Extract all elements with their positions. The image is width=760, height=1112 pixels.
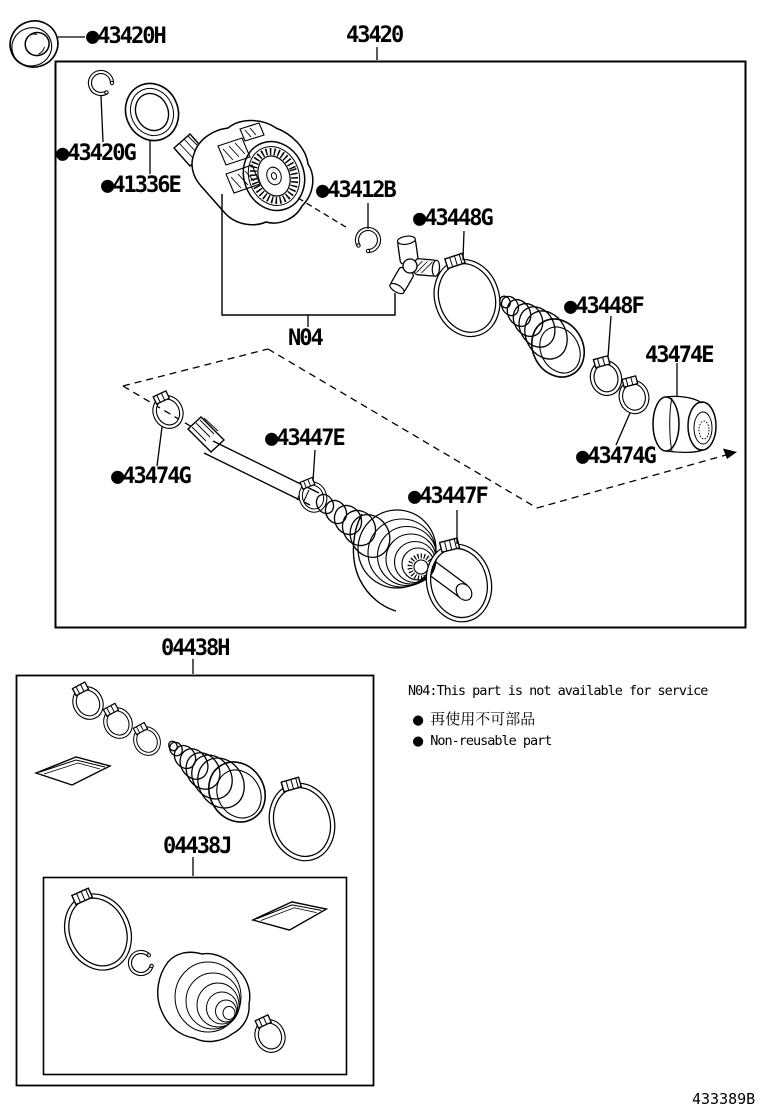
part-label-41336E[interactable]: ●41336E xyxy=(101,173,180,198)
part-label-43448G[interactable]: ●43448G xyxy=(413,206,492,231)
leader-43474G-right xyxy=(616,413,630,445)
leader-43474G-left xyxy=(157,427,162,466)
shaft-clamp-43474G-left-drawing xyxy=(148,388,186,431)
note-non-reusable-en-text: Non-reusable part xyxy=(430,733,552,749)
note-non-reusable-en xyxy=(413,732,551,750)
figure-code: 433389B xyxy=(692,1090,756,1108)
inboard-joint-drawing xyxy=(174,121,314,225)
snap-ring-43420G-drawing xyxy=(86,68,116,98)
leader-43448F xyxy=(608,316,611,357)
part-label-04438J[interactable]: 04438J xyxy=(163,834,231,859)
kit-04438J-contents xyxy=(53,880,328,1055)
part-label-04438H[interactable]: 04438H xyxy=(161,636,229,661)
part-label-43474E[interactable]: 43474E xyxy=(645,343,713,368)
part-label-43474G-left[interactable]: ●43474G xyxy=(111,464,190,489)
part-label-43447E[interactable]: ●43447E xyxy=(265,426,344,451)
dashed-arrowhead xyxy=(723,449,737,460)
assembly-box-43420 xyxy=(56,62,746,628)
part-label-43420G[interactable]: ●43420G xyxy=(56,141,135,166)
damper-43474E-drawing xyxy=(653,396,716,452)
leader-43420G xyxy=(101,96,103,142)
part-label-43447F[interactable]: ●43447F xyxy=(408,484,487,509)
snap-ring-43412B-drawing xyxy=(353,225,383,255)
leader-43448G xyxy=(463,231,464,260)
boot-clamp-43447F-drawing xyxy=(419,533,497,626)
boot-clamp-43448F-drawing xyxy=(587,354,623,397)
part-label-43420[interactable]: 43420 xyxy=(346,23,403,48)
seal-ring-41336E-drawing xyxy=(116,75,187,149)
part-label-43474G-right[interactable]: ●43474G xyxy=(576,444,655,469)
non-reusable-bullet-icon: ● xyxy=(413,731,424,751)
note-n04-service-availability: N04:This part is not available for service xyxy=(408,683,708,699)
note-non-reusable-jp-text: 再使用不可部品 xyxy=(430,710,536,728)
note-non-reusable-jp xyxy=(413,710,535,729)
non-reusable-bullet-icon: ● xyxy=(413,710,424,730)
part-label-43420H[interactable]: ●43420H xyxy=(86,24,165,49)
part-label-43412B[interactable]: ●43412B xyxy=(316,178,395,203)
kit-box-04438H xyxy=(17,676,374,1086)
spider-joint-drawing xyxy=(388,235,440,296)
leader-43447E xyxy=(313,450,315,481)
part-label-43448F[interactable]: ●43448F xyxy=(564,294,643,319)
part-label-N04[interactable]: N04 xyxy=(288,326,322,351)
